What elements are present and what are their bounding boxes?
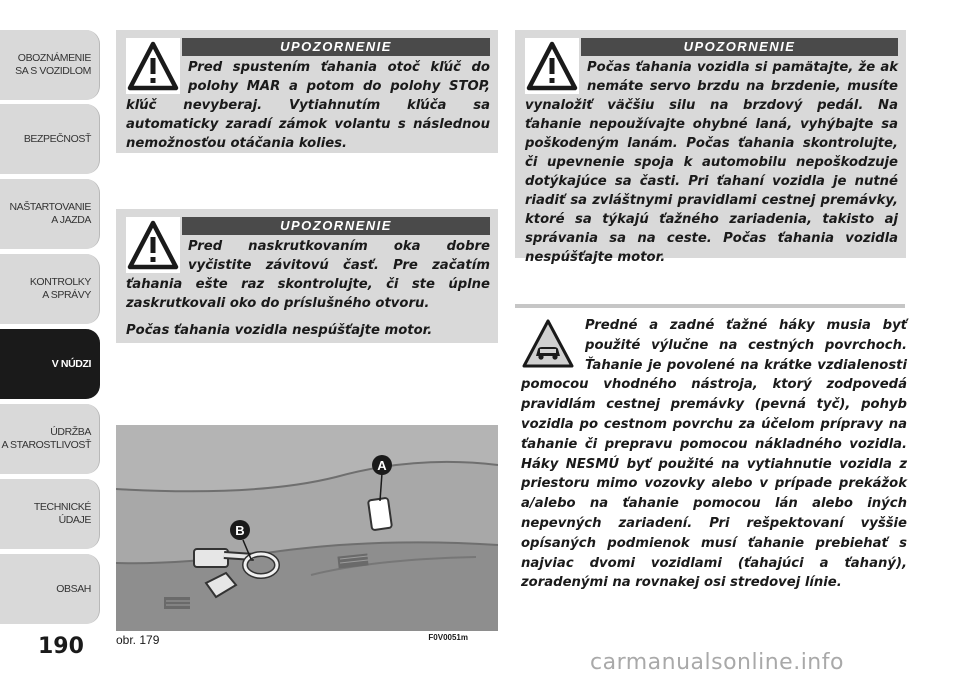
warning-text: Pred naskrutkovaním oka dobre vyčistite závitovú časť. Pre začatím ťahania ešte raz skontrolujte, či ste úplne zaskrutkovali oko do príslušného otvoru. [126,239,490,311]
warning-box-towing-brake [515,30,906,265]
tab-udrzba[interactable]: ÚDRŽBA A STAROSTLIVOSŤ [0,404,100,474]
warning-triangle-icon [126,38,180,94]
page-number: 190 [38,634,84,659]
figure-caption [116,631,498,649]
warning-heading: UPOZORNENIE [182,38,490,56]
warning-triangle-icon [525,38,579,94]
warning-text: Počas ťahania vozidla nespúšťajte motor. [126,323,433,338]
figure-caption-text: obr. 179 [116,633,160,647]
tab-bezpecnost[interactable]: BEZPEČNOSŤ [0,104,100,174]
section-divider [515,304,905,308]
label-b: B [235,523,245,538]
warning-triangle-icon [126,217,180,273]
tab-technicke-udaje[interactable]: TECHNICKÉ ÚDAJE [0,479,100,549]
tab-oboznamenie[interactable]: OBOZNÁMENIE SA S VOZIDLOM [0,30,100,100]
tow-hook-drawing [116,425,498,631]
info-block-tow-hooks [521,316,907,593]
tab-v-nudzi[interactable]: V NÚDZI [0,329,100,399]
warning-heading: UPOZORNENIE [581,38,898,56]
tab-obsah[interactable]: OBSAH [0,554,100,624]
warning-heading: UPOZORNENIE [182,217,490,235]
warning-text: Pred spustením ťahania otoč kľúč do polohy MAR a potom do polohy STOP, kľúč nevyberaj. Vytiahnutím kľúča sa automaticky zaradí zámok volantu s následnou nemožnosťou otáčania kolies. [126,60,490,151]
info-text: Predné a zadné ťažné háky musia byť použité výlučne na cestných povrchoch. Ťahanie je povolené na krátke vzdialenosti pomocou vhodného nástroja, ktorý zodpovedá pravidlám cestnej premávky (pevná tyč), pohyb vozidla po cestnom povrchu za účelom prípravy na ťahanie či prepravu pomocou nákladného vozidla. Háky NESMÚ byť použité na vytiahnutie vozidla z priestoru mimo vozovky alebo v prípade prekážok a/alebo na ťahanie pomocou lán alebo iných nepevných zariadení. Pri rešpektovaní vyššie opísaných podmienok musí ťahanie prebiehať s najviac dvomi vozidlami (ťahajúci a ťahaný), zoradenými na rovnakej osi stredovej línie. [521,318,907,591]
warning-box-ignition [116,30,498,153]
label-a: A [377,458,387,473]
car-warning-icon [521,318,575,370]
watermark: carmanualsonline.info [590,650,844,675]
warning-box-tow-eye [116,209,498,343]
warning-text: Počas ťahania vozidla si pamätajte, že ak nemáte servo brzdu na brzdenie, musíte vynaložiť väčšiu silu na brzdový pedál. Na ťahanie nepoužívajte ohybné laná, vyhýbajte sa poškodeným lanám. Počas ťahania skontrolujte, či upevnenie spoja k automobilu nepoškodzuje dotýkajúce sa časti. Pri ťahaní vozidla je nutné riadiť sa zvláštnymi pravidlami cestnej premávky, ktoré sa týkajú ťažného zariadenia, takisto aj správania sa na ceste. Počas ťahania vozidla nespúšťajte motor. [525,60,898,265]
tab-nastartovanie[interactable]: NAŠTARTOVANIE A JAZDA [0,179,100,249]
tab-kontrolky[interactable]: KONTROLKY A SPRÁVY [0,254,100,324]
figure-code: F0V0051m [428,633,468,642]
figure-tow-hook-illustration [116,425,498,631]
